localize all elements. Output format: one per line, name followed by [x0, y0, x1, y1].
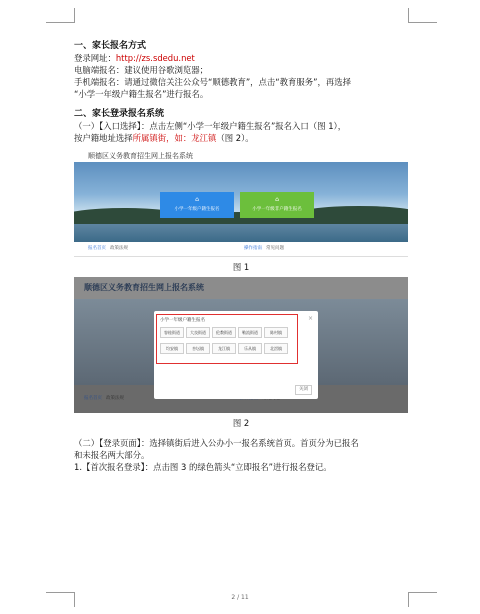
url-link[interactable]: http://zs.sdedu.net [115, 53, 195, 63]
figure-1 [74, 150, 408, 273]
url-line [74, 52, 408, 64]
town-button[interactable]: 伦教街道 [212, 327, 236, 338]
url-label: 登录网址： [74, 53, 116, 63]
step2-line-2: 和未报名两大部分。 [74, 450, 150, 460]
fig1-caption: 图 1 [232, 262, 250, 272]
step1-text-b: （图 2）。 [216, 133, 254, 143]
figure-2 [74, 277, 408, 413]
house-icon: ⌂ [275, 196, 279, 203]
town-button[interactable]: 大良街道 [186, 327, 210, 338]
fig1-tab-bar [74, 242, 408, 257]
fig1-tab-faq[interactable]: 常见问题 [266, 246, 284, 251]
step1-line-2 [74, 132, 408, 144]
fig1-tab-guide[interactable]: 操作指南 [244, 246, 262, 251]
fig1-lake-scene [74, 162, 408, 242]
step3-line: 1.【首次报名登录】：点击图 3 的绿色箭头“立即报名”进行报名登记。 [74, 462, 332, 472]
fig1-banner-title: 顺德区义务教育招生网上报名系统 [88, 152, 193, 160]
fig1-btn-left-label: 小学一年级户籍生报名 [174, 207, 220, 212]
page-number: 2 / 11 [231, 594, 249, 601]
house-icon: ⌂ [195, 196, 199, 203]
town-button[interactable]: 龙江镇 [212, 343, 236, 354]
fig2-caption: 图 2 [232, 418, 250, 428]
mobile-line-1: 手机端报名：请通过微信关注公众号“顺德教育”，点击“教育服务”，再选择 [74, 77, 351, 87]
close-icon[interactable]: × [307, 315, 313, 322]
section1-heading: 一、家长报名方式 [74, 41, 147, 51]
town-button[interactable]: 北滘镇 [264, 343, 288, 354]
pc-line: 电脑端报名：建议使用谷歌浏览器； [74, 65, 208, 75]
step2-line-1: （二）【登录页面】：选择镇街后进入公办小一报名系统首页。首页分为已报名 [74, 438, 359, 448]
fig1-non-household-register-button[interactable] [240, 192, 314, 218]
fig1-tab-policy[interactable]: 政策法规 [110, 246, 128, 251]
fig1-btn-right-label: 小学一年级非户籍生报名 [252, 207, 302, 212]
town-button[interactable]: 陈村镇 [264, 327, 288, 338]
fig2-highlight-box [156, 314, 298, 364]
fig2-tab-policy[interactable]: 政策法规 [106, 396, 124, 401]
document-body [74, 40, 408, 473]
section2-heading: 二、家长登录报名系统 [74, 109, 165, 119]
step1-text-a: 按户籍地址选择 [74, 133, 133, 143]
fig2-tab-home[interactable]: 报名首页 [84, 396, 102, 401]
town-button[interactable]: 杏坛镇 [186, 343, 210, 354]
town-button[interactable]: 容桂街道 [160, 327, 184, 338]
town-button[interactable]: 均安镇 [160, 343, 184, 354]
crop-mark-top-left [46, 8, 75, 23]
town-button[interactable]: 勒流街道 [238, 327, 262, 338]
mobile-line-2: “小学一年级户籍生报名”进行报名。 [74, 89, 209, 99]
fig1-tab-home[interactable]: 报名首页 [88, 246, 106, 251]
fig1-household-register-button[interactable] [160, 192, 234, 218]
fig2-title: 顺德区义务教育招生网上报名系统 [74, 277, 408, 299]
town-button[interactable]: 乐从镇 [238, 343, 262, 354]
fig2-dialog-title: 小学一年级户籍生报名 [160, 318, 205, 323]
step1-line-1: （一）【入口选择】：点击左侧“小学一年级户籍生报名”报名入口（图 1）， [74, 121, 347, 131]
step1-red-text: 所属镇街，如：龙江镇 [132, 133, 217, 143]
fig2-dialog-close-button[interactable]: 关闭 [295, 385, 312, 395]
crop-mark-top-right [408, 8, 437, 23]
